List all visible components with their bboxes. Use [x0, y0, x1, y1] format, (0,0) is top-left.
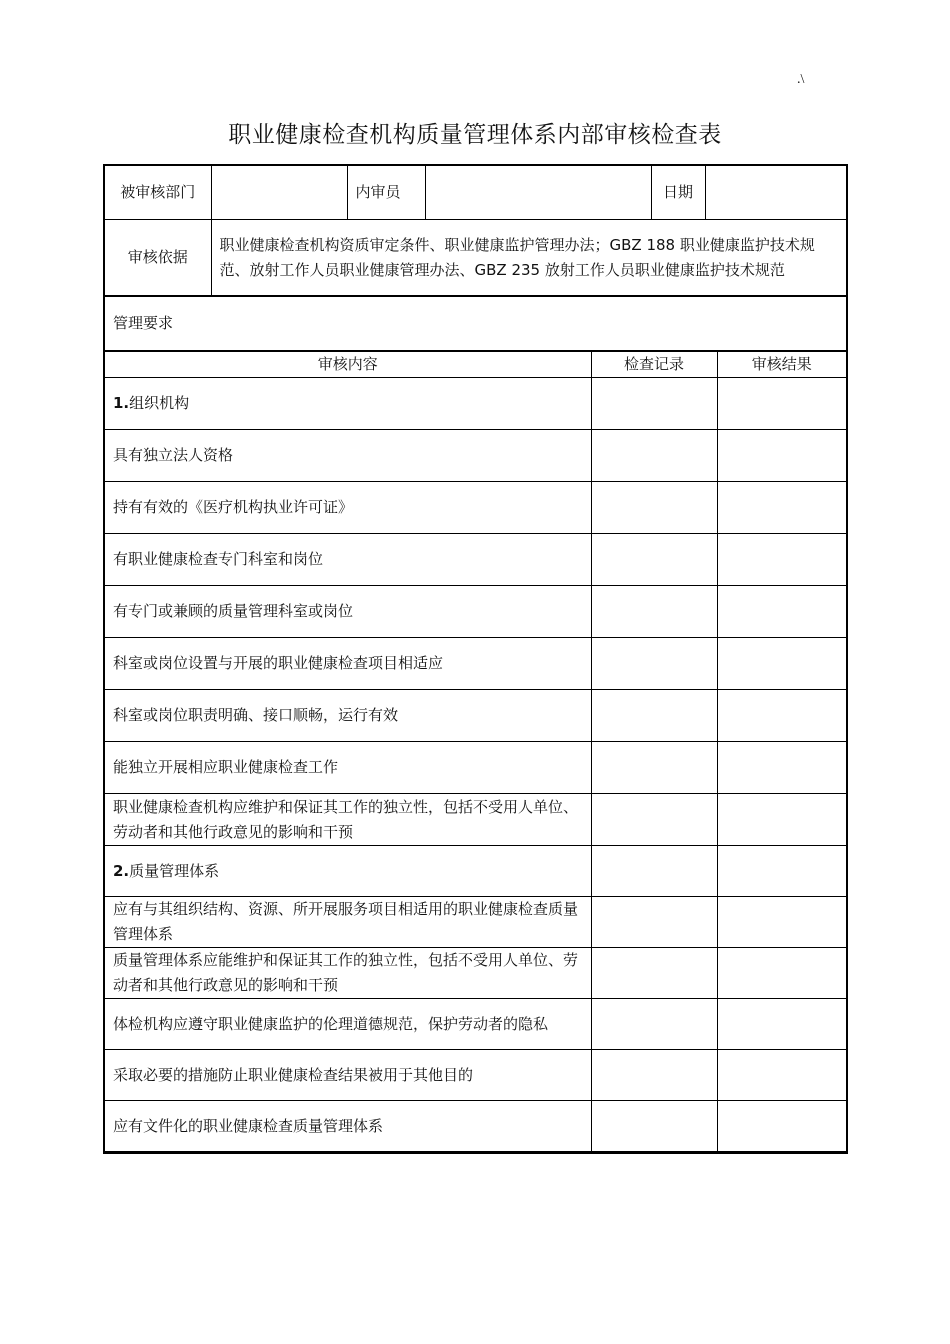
checklist-row: [105, 1050, 846, 1101]
audit-checklist-table: [103, 164, 848, 1154]
col-header-result: 审核结果: [717, 351, 846, 378]
check-item-text: 持有有效的《医疗机构执业许可证》: [105, 482, 591, 534]
record-cell[interactable]: [591, 638, 717, 690]
checklist-row: [105, 742, 846, 794]
checklist-row: [105, 1101, 846, 1152]
checklist-row: [105, 690, 846, 742]
result-cell[interactable]: [717, 742, 846, 794]
record-cell[interactable]: [591, 846, 717, 897]
checklist-rows: [105, 378, 846, 1152]
result-cell[interactable]: [717, 1050, 846, 1101]
check-item-text: 有专门或兼顾的质量管理科室或岗位: [105, 586, 591, 638]
checklist-row: [105, 948, 846, 999]
result-cell[interactable]: [717, 690, 846, 742]
check-item-text: 应有与其组织结构、资源、所开展服务项目相适用的职业健康检查质量管理体系: [105, 897, 591, 948]
section-row: [105, 378, 846, 430]
result-cell[interactable]: [717, 999, 846, 1050]
section-title: [105, 378, 591, 430]
record-cell[interactable]: [591, 897, 717, 948]
section-row: [105, 846, 846, 897]
column-header-row: [105, 351, 846, 378]
record-cell[interactable]: [591, 690, 717, 742]
check-item-text: 科室或岗位设置与开展的职业健康检查项目相适应: [105, 638, 591, 690]
basis-row: [105, 220, 846, 296]
checklist-row: [105, 897, 846, 948]
check-item-text: 科室或岗位职责明确、接口顺畅，运行有效: [105, 690, 591, 742]
result-cell[interactable]: [717, 897, 846, 948]
checklist-row: [105, 482, 846, 534]
section-number: 2.: [113, 861, 130, 880]
date-label: 日期: [651, 166, 705, 220]
page-title: 职业健康检查机构质量管理体系内部审核检查表: [228, 122, 722, 148]
result-cell[interactable]: [717, 638, 846, 690]
corner-mark: .\: [797, 72, 805, 87]
section-label: 质量管理体系: [129, 861, 220, 880]
dept-label: 被审核部门: [105, 166, 211, 220]
record-cell[interactable]: [591, 1101, 717, 1152]
check-item-text: 职业健康检查机构应维护和保证其工作的独立性，包括不受用人单位、劳动者和其他行政意见的影响和干预: [105, 794, 591, 846]
section-number: 1.: [113, 394, 130, 412]
section-label: 组织机构: [129, 394, 190, 412]
record-cell[interactable]: [591, 378, 717, 430]
result-cell[interactable]: [717, 846, 846, 897]
checklist-row: [105, 586, 846, 638]
checklist-row: [105, 794, 846, 846]
check-item-text: 体检机构应遵守职业健康监护的伦理道德规范，保护劳动者的隐私: [105, 999, 591, 1050]
col-header-record: 检查记录: [591, 351, 717, 378]
requirement-label: 管理要求: [105, 297, 846, 352]
result-cell[interactable]: [717, 794, 846, 846]
check-item-text: 能独立开展相应职业健康检查工作: [105, 742, 591, 794]
result-cell[interactable]: [717, 482, 846, 534]
checklist-row: [105, 999, 846, 1050]
result-cell[interactable]: [717, 430, 846, 482]
check-item-text: 有职业健康检查专门科室和岗位: [105, 534, 591, 586]
requirement-row: [105, 297, 846, 352]
checklist-row: [105, 534, 846, 586]
result-cell[interactable]: [717, 948, 846, 999]
record-cell[interactable]: [591, 482, 717, 534]
checklist-row: [105, 638, 846, 690]
check-item-text: 应有文件化的职业健康检查质量管理体系: [105, 1101, 591, 1152]
record-cell[interactable]: [591, 948, 717, 999]
result-cell[interactable]: [717, 534, 846, 586]
dept-field[interactable]: [211, 166, 347, 220]
check-item-text: 具有独立法人资格: [105, 430, 591, 482]
basis-text: 职业健康检查机构资质审定条件、职业健康监护管理办法；GBZ 188 职业健康监护技术规范、放射工作人员职业健康管理办法、GBZ 235 放射工作人员职业健康监护技术规范: [211, 220, 846, 296]
result-cell[interactable]: [717, 586, 846, 638]
result-cell[interactable]: [717, 1101, 846, 1152]
col-header-content: 审核内容: [105, 351, 591, 378]
record-cell[interactable]: [591, 742, 717, 794]
check-item-text: 采取必要的措施防止职业健康检查结果被用于其他目的: [105, 1050, 591, 1101]
date-field[interactable]: [705, 166, 846, 220]
check-item-text: 质量管理体系应能维护和保证其工作的独立性，包括不受用人单位、劳动者和其他行政意见的影响和干预: [105, 948, 591, 999]
result-cell[interactable]: [717, 378, 846, 430]
auditor-label: 内审员: [347, 166, 425, 220]
record-cell[interactable]: [591, 999, 717, 1050]
record-cell[interactable]: [591, 586, 717, 638]
section-title: [105, 846, 591, 897]
meta-row: [105, 166, 846, 220]
record-cell[interactable]: [591, 794, 717, 846]
checklist-row: [105, 430, 846, 482]
record-cell[interactable]: [591, 430, 717, 482]
auditor-field[interactable]: [425, 166, 651, 220]
record-cell[interactable]: [591, 534, 717, 586]
record-cell[interactable]: [591, 1050, 717, 1101]
basis-label: 审核依据: [105, 220, 211, 296]
